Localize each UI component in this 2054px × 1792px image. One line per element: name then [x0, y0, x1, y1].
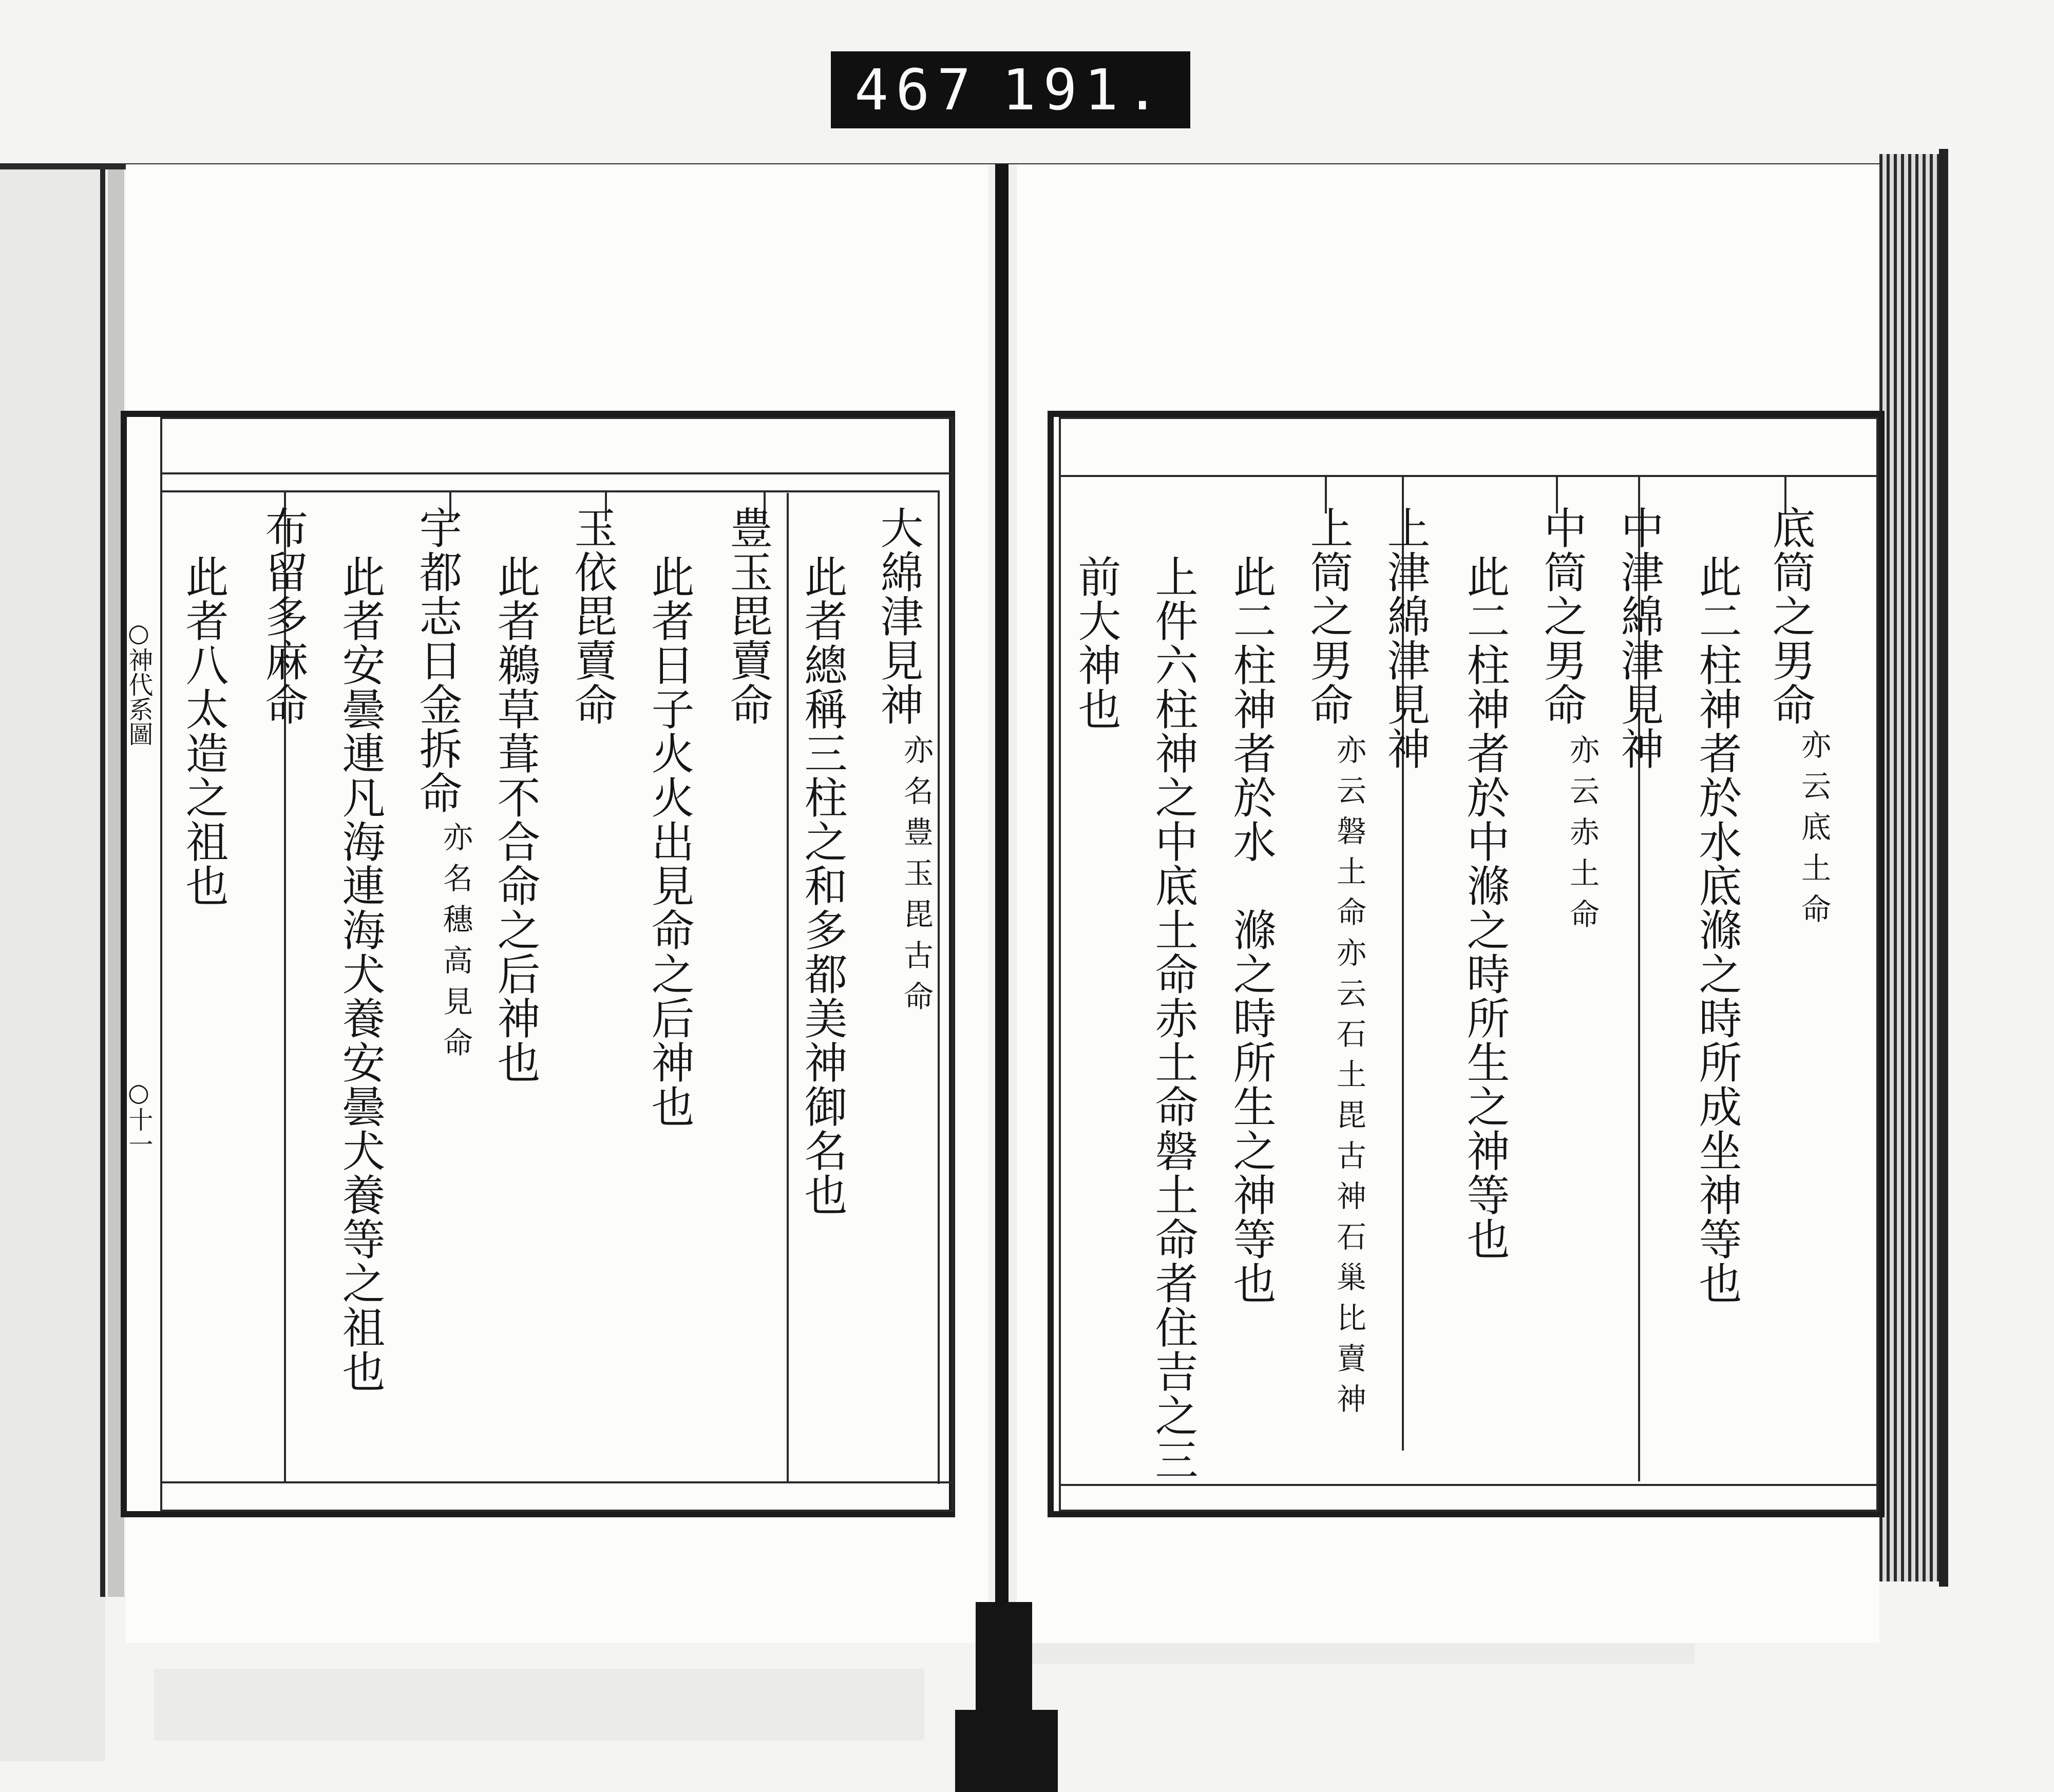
entry-alias-note: 亦云磐土命亦云石土毘古神石巢比賣神 — [1332, 734, 1366, 1424]
entry-heading: 底筒之男命 — [1765, 506, 1816, 727]
entry-heading: 布留多麻命 — [258, 506, 309, 727]
entry-description: 此者八太造之祖也 — [179, 555, 229, 908]
scan-noise — [154, 1669, 924, 1741]
entry-description: 此二柱神者於水底滌之時所成坐神等也 — [1692, 555, 1742, 1305]
catalog-label-right: 191. — [1002, 57, 1167, 123]
left-margin-page-number: ○十一 — [124, 1078, 153, 1156]
previous-page-edge — [0, 169, 105, 1761]
catalog-label — [831, 51, 1190, 128]
genealogy-link — [162, 490, 938, 492]
right-footer-rule — [1061, 1484, 1877, 1486]
entry-heading: 上津綿津見神 — [1380, 506, 1431, 771]
entry-heading: 中筒之男命 — [1537, 506, 1587, 727]
entry-heading: 玉依毘賣命 — [567, 506, 618, 727]
entry-alias-note: 亦云赤土命 — [1565, 734, 1600, 940]
entry-description: 上件六柱神之中底土命赤土命磐土命者住吉之三 — [1148, 555, 1199, 1482]
entry-alias-note: 亦云底土命 — [1796, 729, 1831, 935]
book-spine-line — [995, 164, 1009, 1612]
entry-description: 此二柱神者於水 滌之時所生之神等也 — [1226, 555, 1277, 1305]
catalog-label-left: 467 — [854, 57, 978, 123]
entry-description: 此者總稱三柱之和多都美神御名也 — [797, 555, 848, 1217]
page-stack-frame — [1939, 149, 1948, 1587]
entry-description: 此二柱神者於中滌之時所生之神等也 — [1460, 555, 1510, 1261]
page-stack-edge — [1879, 154, 1946, 1581]
entry-alias-note: 亦名豊玉毘古命 — [899, 734, 934, 1022]
entry-description: 此者鵜草葺不合命之后神也 — [490, 555, 541, 1084]
left-page-edge-line — [100, 169, 105, 1597]
right-header-rule — [1061, 475, 1877, 477]
genealogy-link — [787, 1481, 938, 1483]
entry-heading: 上筒之男命 — [1303, 506, 1354, 727]
genealogy-link — [787, 493, 789, 1481]
left-margin-title: ○神代系圖 — [124, 619, 153, 746]
entry-description: 此者日子火火出見命之后神也 — [644, 555, 695, 1129]
entry-description: 前大神也 — [1071, 555, 1121, 731]
entry-heading: 宇都志日金拆命 — [412, 506, 463, 815]
genealogy-link — [938, 490, 940, 1484]
entry-description: 此者安曇連凡海連海犬養安曇犬養等之祖也 — [335, 555, 386, 1394]
genealogy-link — [162, 1481, 286, 1483]
entry-heading: 大綿津見神 — [873, 506, 924, 727]
left-header-rule — [162, 472, 953, 474]
spine-shadow — [955, 1710, 1058, 1792]
entry-alias-note: 亦名穗高見命 — [438, 822, 473, 1068]
entry-heading: 豊玉毘賣命 — [723, 506, 773, 727]
entry-heading: 中津綿津見神 — [1614, 506, 1664, 771]
